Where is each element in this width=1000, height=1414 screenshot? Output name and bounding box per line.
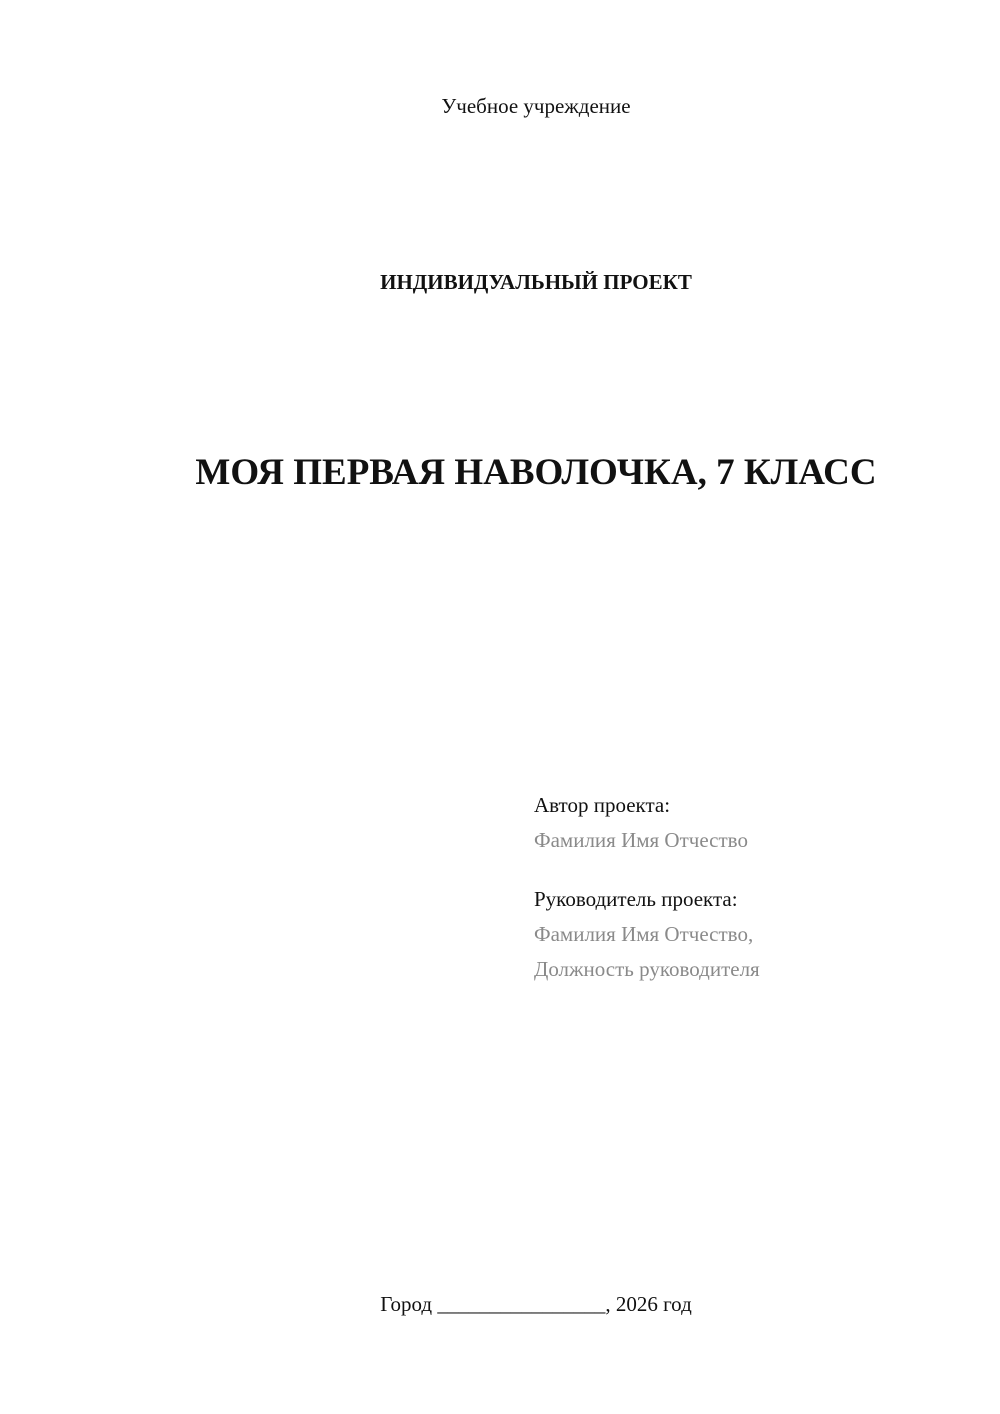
city-year-line: Город ________________, 2026 год <box>380 1292 692 1316</box>
supervisor-name: Фамилия Имя Отчество, <box>534 922 754 946</box>
supervisor-position: Должность руководителя <box>534 957 760 981</box>
project-credits <box>534 788 974 987</box>
supervisor-label: Руководитель проекта: <box>534 887 738 911</box>
project-title: МОЯ ПЕРВАЯ НАВОЛОЧКА, 7 КЛАСС <box>195 452 877 493</box>
project-type: ИНДИВИДУАЛЬНЫЙ ПРОЕКТ <box>380 270 692 294</box>
spacer <box>534 858 974 882</box>
institution-name: Учебное учреждение <box>441 94 631 118</box>
author-name: Фамилия Имя Отчество <box>534 828 748 852</box>
author-label: Автор проекта: <box>534 793 671 817</box>
